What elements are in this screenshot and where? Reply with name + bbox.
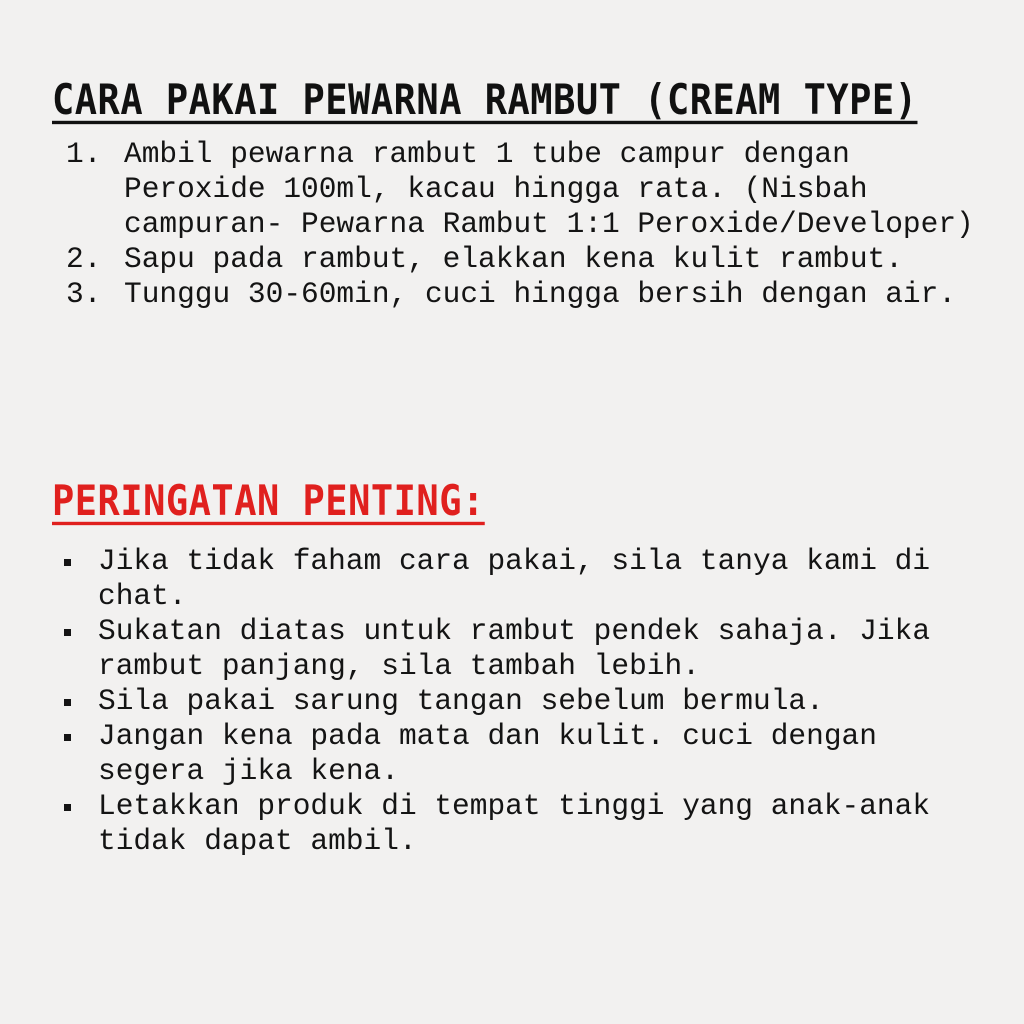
step-text: Ambil pewarna rambut 1 tube campur dengan Peroxide 100ml, kacau hingga rata. (Nisbah campuran- Pewarna Rambut 1:1 Peroxide/Developer) [124, 137, 974, 241]
step-item [66, 277, 996, 312]
warning-text: Jika tidak faham cara pakai, sila tanya kami di chat. [98, 544, 931, 613]
bullet-icon [64, 804, 71, 811]
instructions-steps-list [66, 137, 996, 312]
warning-text: Sila pakai sarung tangan sebelum bermula. [98, 684, 824, 718]
step-item [66, 137, 996, 242]
warnings-title: PERINGATAN PENTING: [52, 477, 485, 526]
warning-item [62, 544, 992, 614]
bullet-icon [64, 699, 71, 706]
step-number: 1. [66, 137, 102, 171]
step-text: Sapu pada rambut, elakkan kena kulit rambut. [124, 242, 903, 276]
warning-text: Letakkan produk di tempat tinggi yang anak-anak tidak dapat ambil. [98, 789, 931, 858]
warning-item [62, 614, 992, 684]
step-text: Tunggu 30-60min, cuci hingga bersih dengan air. [124, 277, 957, 311]
warning-text: Sukatan diatas untuk rambut pendek sahaja. Jika rambut panjang, sila tambah lebih. [98, 614, 931, 683]
bullet-icon [64, 629, 71, 636]
step-number: 3. [66, 277, 102, 311]
warning-item [62, 684, 992, 719]
warning-item [62, 789, 992, 859]
warning-item [62, 719, 992, 789]
bullet-icon [64, 559, 71, 566]
instructions-title: CARA PAKAI PEWARNA RAMBUT (CREAM TYPE) [52, 76, 918, 125]
warnings-list [62, 544, 992, 859]
step-item [66, 242, 996, 277]
bullet-icon [64, 734, 71, 741]
warning-text: Jangan kena pada mata dan kulit. cuci dengan segera jika kena. [98, 719, 877, 788]
step-number: 2. [66, 242, 102, 276]
